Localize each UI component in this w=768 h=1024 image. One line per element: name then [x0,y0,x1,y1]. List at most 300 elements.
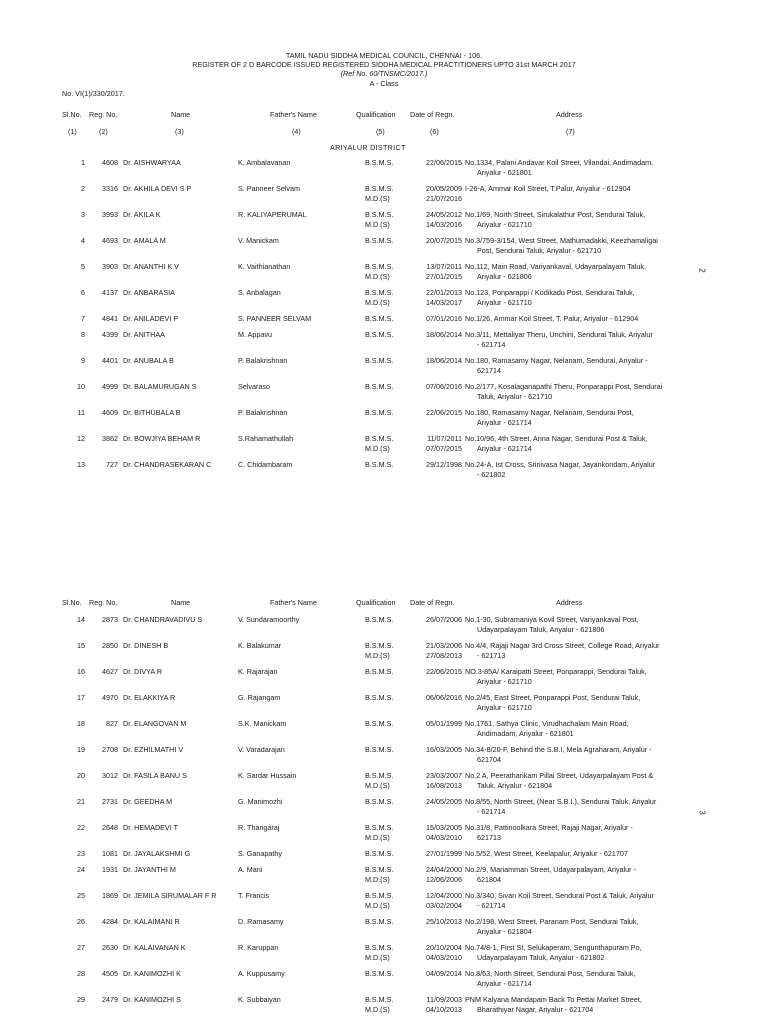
qualification-line: B.S.M.S. [365,314,394,323]
row-reg-number: 3862 [102,434,118,443]
row-reg-number: 4693 [102,236,118,245]
row-qualification [365,158,407,168]
address-line-1: No.10/96, 4th Street, Anna Nagar, Sendurai Post & Taluk, [465,434,648,443]
col-address: Address [556,598,583,607]
row-father-name: D. Ramasamy [238,917,284,926]
qualification-line: B.S.M.S. [365,615,394,624]
row-address [465,693,683,713]
date-line: 12/06/2006 [426,874,462,884]
row-date [408,917,462,927]
qualification-line: M.D.(S) [365,780,390,790]
address-line-1: NO.3-85A/ Karaipatti Street, Ponparappi, Sendurai Taluk, [465,667,647,676]
address-line-1: No.74/8-1, First St, Selukaperam, Sengunthapuram Po, [465,943,642,952]
table-row [0,693,768,717]
qualification-line: B.S.M.S. [365,262,394,271]
qualification-line: M.D.(S) [365,832,390,842]
col-num-2: (2) [99,127,108,136]
row-qualification [365,693,407,703]
row-date [408,460,462,470]
qualification-line: B.S.M.S. [365,917,394,926]
row-qualification [365,797,407,807]
row-father-name: G. Manimozhi [238,797,283,806]
address-line-1: No.2/177, Kosalaganapathi Theru, Ponparappi Post, Sendurai [465,382,663,391]
row-reg-number: 4399 [102,330,118,339]
row-reg-number: 2873 [102,615,118,624]
row-reg-number: 4609 [102,408,118,417]
qualification-line: B.S.M.S. [365,667,394,676]
table-row [0,330,768,354]
document-number: No. VI(1)/330/2017. [62,89,125,98]
date-line: 13/07/2011 [426,262,462,271]
address-line-2: Ariyalur - 621710 [477,702,532,712]
row-reg-number: 4627 [102,667,118,676]
row-date [408,693,462,703]
date-line: 24/05/2005 [426,797,462,806]
date-line: 04/10/2013 [426,1004,462,1014]
row-father-name: C. Chidambaram [238,460,293,469]
address-line-2: Udayarpalayam Taluk, Ariyalur - 621802 [477,952,605,962]
row-reg-number: 4137 [102,288,118,297]
row-address [465,745,683,765]
row-address [465,615,683,635]
row-name: Dr. ANANTHI K V [123,262,179,271]
row-address [465,719,683,739]
date-line: 04/03/2010 [426,832,462,842]
row-name: Dr. ANILADEVI P [123,314,179,323]
table-row [0,356,768,380]
row-father-name: P. Balakrishnan [238,408,288,417]
date-line: 22/06/2015 [426,158,462,167]
address-line-1: No.1/26, Ammar Koil Street, T. Palur, Ariyalur - 612904 [465,314,639,323]
date-line: 23/03/2007 [426,771,462,780]
address-line-2: - 621714 [477,806,506,816]
row-father-name: K. Subbaiyan [238,995,281,1004]
row-name: Dr. BOWJIYA BEHAM R [123,434,201,443]
row-sl-number: 20 [77,771,85,780]
row-sl-number: 5 [81,262,85,271]
qualification-line: B.S.M.S. [365,943,394,952]
row-name: Dr. EZHILMATHI V [123,745,184,754]
date-line: 20/05/2009 [426,184,462,193]
col-date: Date of Regn. [410,110,455,119]
row-date [408,314,462,324]
address-line-1: No.123, Ponparappi / Kodikadu Post, Sendurai Taluk, [465,288,635,297]
row-date [408,330,462,340]
row-address [465,969,683,989]
address-line-2: Ariyalur - 621804 [477,926,532,936]
page-number: 3 [697,810,707,815]
address-line-2: 621713 [477,832,501,842]
address-line-1: No.5/52, West Street, Keelapalur, Ariyalur - 621707 [465,849,628,858]
date-line: 24/05/2012 [426,210,462,219]
col-name: Name [171,110,191,119]
date-line: 04/03/2010 [426,952,462,962]
row-father-name: Selvaraso [238,382,270,391]
qualification-line: M.D.(S) [365,1004,390,1014]
table-row [0,969,768,993]
row-reg-number: 4284 [102,917,118,926]
date-line: 04/09/2014 [426,969,462,978]
table-row [0,262,768,286]
row-address [465,865,683,885]
row-sl-number: 12 [77,434,85,443]
row-qualification [365,917,407,927]
row-qualification [365,719,407,729]
row-father-name: S. Anbalagan [238,288,281,297]
row-sl-number: 2 [81,184,85,193]
address-line-1: No.180, Ramasamy Nagar, Nelanam, Sendurai, Ariyalur - [465,356,648,365]
address-line-1: No.31/8, Pattinoolkara Street, Rajaji Nagar, Ariyalur - [465,823,633,832]
address-line-2: Ariyalur - 621710 [477,219,532,229]
row-date [408,158,462,168]
table-row [0,236,768,260]
date-line: 20/10/2004 [426,943,462,952]
row-date [408,184,462,203]
row-name: Dr. ELANGOVAN M [123,719,187,728]
row-reg-number: 2648 [102,823,118,832]
address-line-2: Ariyalur - 621806 [477,271,532,281]
address-line-2: Andimadam, Ariyalur - 621801 [477,728,574,738]
date-line: 14/03/2016 [426,219,462,229]
date-line: 24/04/2000 [426,865,462,874]
qualification-line: B.S.M.S. [365,330,394,339]
row-address [465,210,683,230]
reference-number: (Ref No. 60/TNSMC/2017.) [340,69,428,78]
qualification-line: B.S.M.S. [365,236,394,245]
address-line-2: Ariyalur - 621714 [477,978,532,988]
col-date: Date of Regn. [410,598,455,607]
address-line-1: No.3/759-3/154, West Street, Mathumadakki, Keezhamaligai [465,236,658,245]
row-name: Dr. DINESH B [123,641,169,650]
address-line-2: - 621714 [477,339,506,349]
row-address [465,330,683,350]
col-sl: Sl.No. [62,598,82,607]
row-sl-number: 15 [77,641,85,650]
row-address [465,917,683,937]
date-line: 22/06/2015 [426,667,462,676]
row-sl-number: 24 [77,865,85,874]
row-address [465,667,683,687]
row-address [465,943,683,963]
col-address: Address [556,110,583,119]
row-qualification [365,314,407,324]
row-sl-number: 14 [77,615,85,624]
row-name: Dr. BALAMURUGAN S [123,382,197,391]
row-reg-number: 4505 [102,969,118,978]
date-line: 11/09/2003 [426,995,462,1004]
qualification-line: M.D.(S) [365,219,390,229]
qualification-line: B.S.M.S. [365,865,394,874]
address-line-1: No.112, Main Road, Variyankaval, Udayarpalayam Taluk, [465,262,646,271]
date-line: 18/06/2014 [426,356,462,365]
row-father-name: K. Rajarajan [238,667,278,676]
row-qualification [365,262,407,281]
address-line-2: 621704 [477,754,501,764]
address-line-2: - 621802 [477,469,506,479]
qualification-line: B.S.M.S. [365,210,394,219]
row-name: Dr. CHANDRASEKARAN C [123,460,212,469]
row-father-name: S.Rahamathullah [238,434,294,443]
date-line: 29/12/1998 [426,460,462,469]
address-line-2: Taluk, Ariyalur - 621710 [477,391,553,401]
address-line-1: No.180, Ramasamy Nagar, Nelanam, Sendurai Post, [465,408,634,417]
qualification-line: B.S.M.S. [365,719,394,728]
address-line-2: 621714 [477,365,501,375]
row-sl-number: 6 [81,288,85,297]
row-name: Dr. KALAIMANI R [123,917,180,926]
address-line-2: Ariyalur - 621714 [477,417,532,427]
row-name: Dr. JEMILA SIRUMALAR F R [123,891,217,900]
row-date [408,356,462,366]
qualification-line: M.D.(S) [365,193,390,203]
row-sl-number: 17 [77,693,85,702]
col-name: Name [171,598,191,607]
row-address [465,995,683,1015]
address-line-2: Ariyalur - 621710 [477,297,532,307]
date-line: 26/07/2006 [426,615,462,624]
address-line-1: No.3/340, Sivan Koil Street, Sendurai Post & Taluk, Ariyalur [465,891,654,900]
row-date [408,797,462,807]
table-row [0,917,768,941]
date-line: 27/01/2015 [426,271,462,281]
address-line-1: No.8/63, North Street, Sendurai Post, Sendurai Taluk, [465,969,636,978]
address-line-2: - 621714 [477,900,506,910]
address-line-2: Ariyalur - 621801 [477,167,532,177]
date-line: 07/01/2016 [426,314,462,323]
date-line: 22/01/2013 [426,288,462,297]
address-line-2: Taluk, Ariyalur - 621804 [477,780,553,790]
row-name: Dr. AMALA M [123,236,166,245]
table-row [0,943,768,967]
row-address [465,262,683,282]
row-reg-number: 2708 [102,745,118,754]
row-address [465,460,683,480]
row-date [408,943,462,962]
row-qualification [365,615,407,625]
address-line-1: No.2/9, Mariamman Street, Udayarpalayam, Ariyalur - [465,865,636,874]
class-label: A - Class [369,79,399,88]
row-reg-number: 4999 [102,382,118,391]
address-line-1: PNM Kalyana Mandapam Back To Pettai Market Street, [465,995,642,1004]
date-line: 20/07/2015 [426,236,462,245]
row-sl-number: 8 [81,330,85,339]
row-qualification [365,460,407,470]
row-sl-number: 13 [77,460,85,469]
address-line-1: No.4/4, Rajaji Nagar 3rd Cross Street, College Road, Ariyalur [465,641,660,650]
row-reg-number: 3012 [102,771,118,780]
date-line: 27/01/1999 [426,849,462,858]
qualification-line: M.D.(S) [365,874,390,884]
col-reg: Reg. No. [89,598,118,607]
date-line: 07/06/2016 [426,382,462,391]
row-date [408,865,462,884]
col-num-6: (6) [430,127,439,136]
row-father-name: R. Karuppan [238,943,279,952]
row-reg-number: 4841 [102,314,118,323]
row-father-name: A. Mani [238,865,263,874]
row-name: Dr. DIVYA R [123,667,163,676]
table-row [0,865,768,889]
table-row [0,797,768,821]
row-address [465,797,683,817]
row-date [408,745,462,755]
date-line: 16/08/2013 [426,780,462,790]
col-num-3: (3) [175,127,184,136]
row-father-name: T. Francis [238,891,270,900]
row-sl-number: 29 [77,995,85,1004]
row-reg-number: 4401 [102,356,118,365]
row-name: Dr. KANIMOZHI K [123,969,181,978]
qualification-line: B.S.M.S. [365,288,394,297]
date-line: 14/03/2017 [426,297,462,307]
row-name: Dr. GEEDHA M [123,797,173,806]
row-name: Dr. AKILA K [123,210,161,219]
table-row [0,184,768,208]
row-qualification [365,236,407,246]
row-name: Dr. ELAKKIYA R [123,693,176,702]
table-row [0,434,768,458]
address-line-2: Ariyalur - 621714 [477,443,532,453]
row-reg-number: 2479 [102,995,118,1004]
row-sl-number: 10 [77,382,85,391]
row-address [465,891,683,911]
table-row [0,615,768,639]
col-num-5: (5) [376,127,385,136]
row-date [408,262,462,281]
address-line-1: No.2 A, Peeratharikam Pillai Street, Udayarpalayam Post & [465,771,654,780]
row-qualification [365,434,407,453]
row-qualification [365,356,407,366]
row-father-name: R. KALIYAPERUMAL [238,210,307,219]
row-address [465,288,683,308]
col-num-7: (7) [566,127,575,136]
address-line-1: No.1/69, North Street, Sirukalathur Post, Sendurai Taluk, [465,210,646,219]
qualification-line: M.D.(S) [365,271,390,281]
row-address [465,184,683,194]
row-sl-number: 22 [77,823,85,832]
row-reg-number: 3903 [102,262,118,271]
col-reg: Reg. No. [89,110,118,119]
row-date [408,641,462,660]
row-father-name: M. Appavu [238,330,272,339]
row-father-name: A. Kuppusamy [238,969,285,978]
address-line-1: No.1761, Sathya Clinic, Virudhachalam Main Road, [465,719,629,728]
row-name: Dr. ANITHAA [123,330,165,339]
row-date [408,719,462,729]
row-sl-number: 28 [77,969,85,978]
col-father: Father's Name [270,598,317,607]
qualification-line: B.S.M.S. [365,771,394,780]
qualification-line: B.S.M.S. [365,356,394,365]
row-address [465,314,683,324]
table-row [0,382,768,406]
row-qualification [365,865,407,884]
address-line-1: No.34-8/20-F, Behind the S.B.I, Mela Agraharam, Ariyalur - [465,745,652,754]
col-father: Father's Name [270,110,317,119]
table-row [0,408,768,432]
address-line-2: - 621713 [477,650,506,660]
table-row [0,158,768,182]
row-father-name: S. Ganapathy [238,849,282,858]
row-reg-number: 2630 [102,943,118,952]
row-address [465,158,683,178]
row-qualification [365,667,407,677]
row-date [408,969,462,979]
col-num-1: (1) [68,127,77,136]
address-line-1: No.1-30, Subramaniya Kovil Street, Variyankaval Post, [465,615,639,624]
row-father-name: V. Manickam [238,236,279,245]
qualification-line: B.S.M.S. [365,823,394,832]
register-title: REGISTER OF 2 D BARCODE ISSUED REGISTERED SIDDHA MEDICAL PRACTITIONERS UPTO 31st MARCH 2017 [192,60,576,69]
row-address [465,382,683,402]
row-name: Dr. AKHILA DEVI S P [123,184,192,193]
qualification-line: B.S.M.S. [365,460,394,469]
qualification-line: M.D.(S) [365,443,390,453]
row-sl-number: 11 [77,408,85,417]
row-name: Dr. HEMADEVI T [123,823,178,832]
row-sl-number: 19 [77,745,85,754]
address-line-2: Post, Sendurai Taluk, Ariyalur - 621710 [477,245,602,255]
row-sl-number: 16 [77,667,85,676]
qualification-line: M.D.(S) [365,650,390,660]
qualification-line: B.S.M.S. [365,849,394,858]
row-father-name: S. Panneer Selvam [238,184,300,193]
qualification-line: M.D.(S) [365,952,390,962]
row-qualification [365,771,407,790]
table-row [0,823,768,847]
table-row [0,719,768,743]
row-address [465,434,683,454]
col-num-4: (4) [292,127,301,136]
row-qualification [365,184,407,203]
row-date [408,434,462,453]
qualification-line: B.S.M.S. [365,184,394,193]
row-qualification [365,943,407,962]
row-qualification [365,408,407,418]
row-name: Dr. KANIMOZHI S [123,995,181,1004]
table-row [0,995,768,1019]
council-title: TAMIL NADU SIDDHA MEDICAL COUNCIL, CHENNAI - 106. [285,51,483,60]
qualification-line: B.S.M.S. [365,641,394,650]
row-qualification [365,330,407,340]
row-name: Dr. JAYALAKSHMI G [123,849,191,858]
table-row [0,288,768,312]
table-row [0,745,768,769]
row-date [408,382,462,392]
row-date [408,771,462,790]
table-row [0,641,768,665]
row-qualification [365,210,407,229]
date-line: 22/06/2015 [426,408,462,417]
date-line: 16/03/2005 [426,745,462,754]
date-line: 15/03/2005 [426,823,462,832]
row-name: Dr. JAYANTHI M [123,865,176,874]
row-reg-number: 1931 [102,865,118,874]
address-line-2: Bharathiyar Nagar, Ariyalur - 621704 [477,1004,594,1014]
table-row [0,210,768,234]
date-line: 25/10/2013 [426,917,462,926]
row-father-name: K. Ambalavanan [238,158,291,167]
row-date [408,236,462,246]
row-address [465,236,683,256]
qualification-line: B.S.M.S. [365,408,394,417]
qualification-line: B.S.M.S. [365,693,394,702]
qualification-line: M.D.(S) [365,297,390,307]
row-date [408,995,462,1014]
date-line: 27/08/2013 [426,650,462,660]
row-date [408,667,462,677]
row-date [408,823,462,842]
